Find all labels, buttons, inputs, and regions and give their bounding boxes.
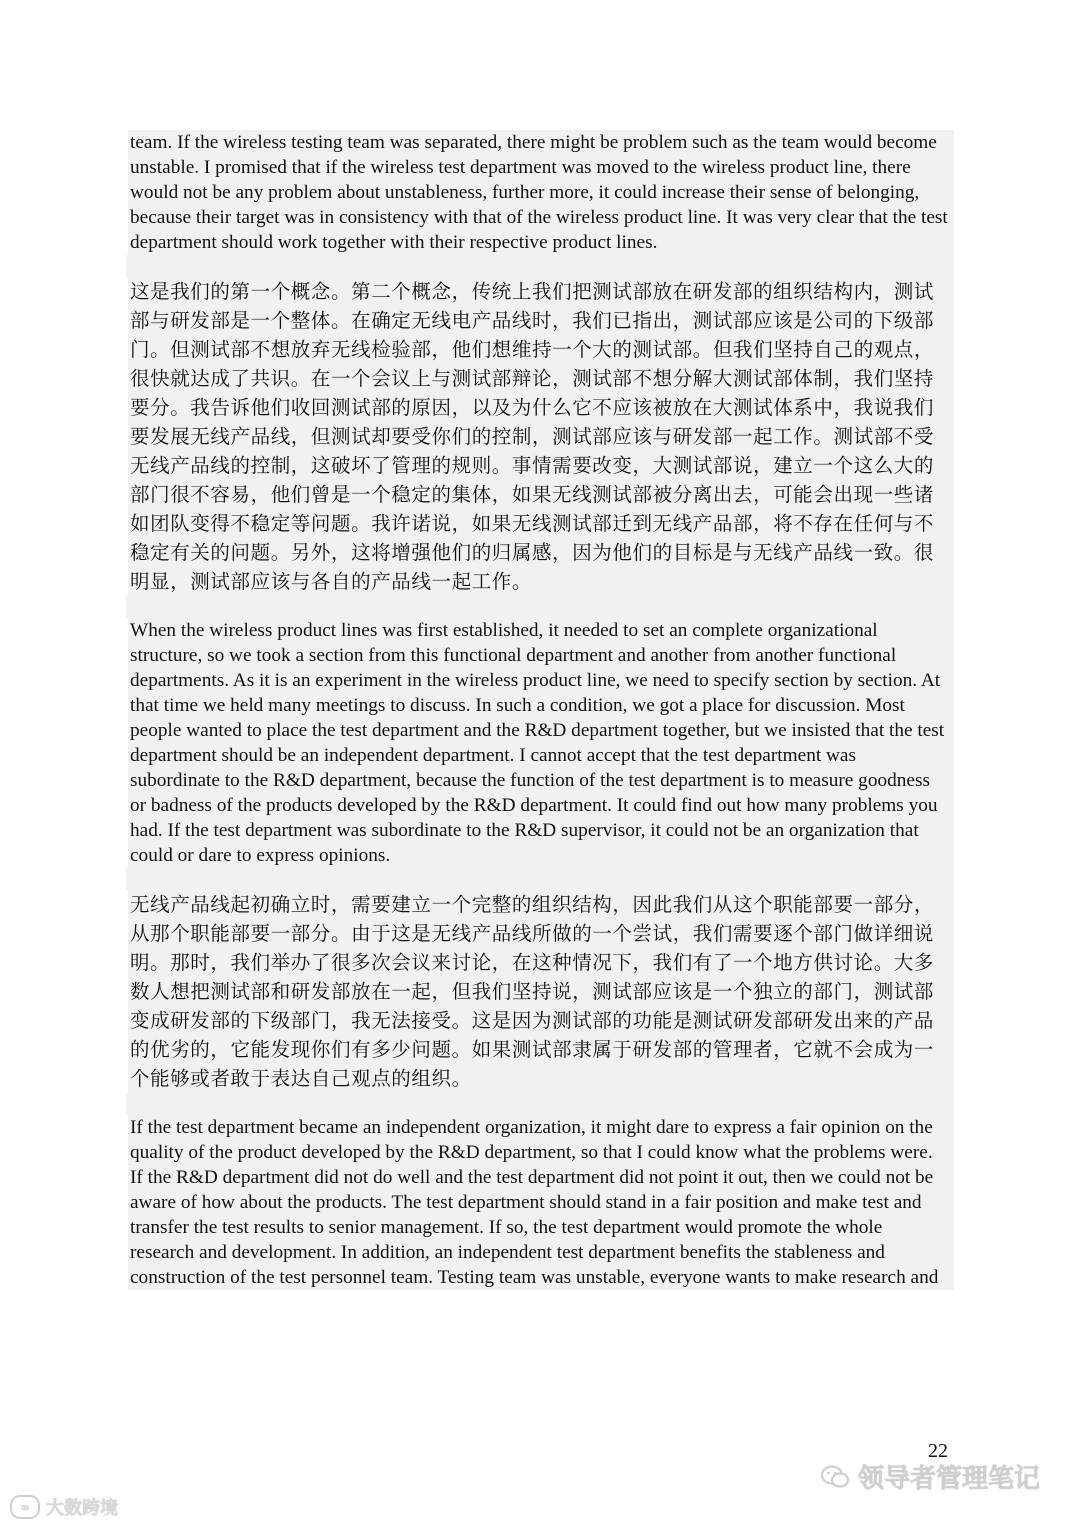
brand-logo-icon: ∞ — [10, 1495, 40, 1519]
paragraph-gap — [126, 255, 954, 277]
paragraph-gap — [126, 596, 954, 618]
paragraph-2: 这是我们的第一个概念。第二个概念，传统上我们把测试部放在研发部的组织结构内，测试部与研发部是一个整体。在确定无线电产品线时，我们已指出，测试部应该是公司的下级部门。但测试部不想放弃无线检验部，他们想维持一个大的测试部。但我们坚持自己的观点，很快就达成了共识。在一个会议上与测试部辩论，测试部不想分解大测试部体制，我们坚持要分。我告诉他们收回测试部的原因，以及为什么它不应该被放在大测试体系中，我说我们要发展无线产品线，但测试却要受你们的控制，测试部应该与研发部一起工作。测试部不受无线产品线的控制，这破坏了管理的规则。事情需要改变，大测试部说，建立一个这么大的部门很不容易，他们曾是一个稳定的集体，如果无线测试部被分离出去，可能会出现一些诸如团队变得不稳定等问题。我许诺说，如果无线测试部迁到无线产品部，将不存在任何与不稳定有关的问题。另外，这将增强他们的归属感，因为他们的目标是与无线产品线一致。很明显，测试部应该与各自的产品线一起工作。 — [130, 280, 935, 593]
watermark-left-text: 大数跨境 — [46, 1498, 118, 1519]
wechat-icon — [820, 1464, 850, 1490]
page-number: 22 — [928, 1440, 948, 1462]
document-body — [128, 130, 954, 1290]
paragraph-1: team. If the wireless testing team was separated, there might be problem such as the team would become unstable. I promised that if the wireless test department was moved to the wireless product line, there would not be any problem about unstableness, further more, it could increase their sense of belonging, because their target was in consistency with that of the wireless product line. It was very clear that the test department should work together with their respective product lines. — [130, 132, 948, 253]
watermark-right — [820, 1458, 1040, 1495]
paragraph-4: 无线产品线起初确立时，需要建立一个完整的组织结构，因此我们从这个职能部要一部分，从那个职能部要一部分。由于这是无线产品线所做的一个尝试，我们需要逐个部门做详细说明。那时，我们举办了很多次会议来讨论，在这种情况下，我们有了一个地方供讨论。大多数人想把测试部和研发部放在一起，但我们坚持说，测试部应该是一个独立的部门，测试部变成研发部的下级部门，我无法接受。这是因为测试部的功能是测试研发部研发出来的产品的优劣的，它能发现你们有多少问题。如果测试部隶属于研发部的管理者，它就不会成为一个能够或者敢于表达自己观点的组织。 — [130, 893, 935, 1090]
paragraph-gap — [126, 868, 954, 890]
paragraph-5: If the test department became an independent organization, it might dare to express a fair opinion on the quality of the product developed by the R&D department, so that I could know what the problems were. If the R&D department did not do well and the test department did not point it out, then we could not be aware of how about the products. The test department should stand in a fair position and make test and transfer the test results to senior management. If so, the test department would promote the whole research and development. In addition, an independent test department benefits the stableness and construction of the test personnel team. Testing team was unstable, everyone wants to make research and — [130, 1117, 939, 1288]
paragraph-3: When the wireless product lines was first established, it needed to set an complete organizational structure, so we took a section from this functional department and another from another functional departments. As it is an experiment in the wireless product line, we need to specify section by section. At that time we held many meetings to discuss. In such a condition, we got a place for discussion. Most people wanted to place the test department and the R&D department together, but we insisted that the test department should be an independent department. I cannot accept that the test department was subordinate to the R&D department, because the function of the test department is to measure goodness or badness of the products developed by the R&D department. It could find out how many problems you had. If the test department was subordinate to the R&D supervisor, it could not be an organization that could or dare to express opinions. — [130, 620, 945, 866]
watermark-right-text: 领导者管理笔记 — [858, 1464, 1041, 1494]
watermark-left — [10, 1494, 118, 1520]
paragraph-gap — [126, 1093, 954, 1115]
